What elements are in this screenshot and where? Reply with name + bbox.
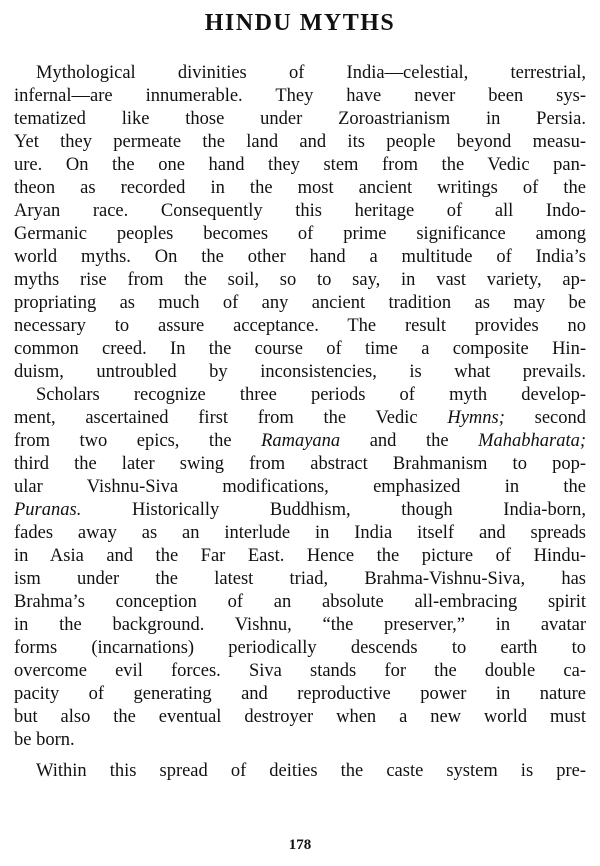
text-line: ure. On the one hand they stem from the Vedic pan- bbox=[14, 155, 586, 175]
text-line: Within this spread of deities the caste system is pre- bbox=[36, 761, 586, 781]
text-line: ment, ascertained first from the Vedic Hymns; second bbox=[14, 408, 586, 428]
text-line: in the background. Vishnu, “the preserver,” in avatar bbox=[14, 615, 586, 635]
text-line: myths rise from the soil, so to say, in vast variety, ap- bbox=[14, 270, 586, 290]
text-line: ism under the latest triad, Brahma-Vishnu-Siva, has bbox=[14, 569, 586, 589]
text-line: but also the eventual destroyer when a new world must bbox=[14, 707, 586, 727]
text-line: forms (incarnations) periodically descends to earth to bbox=[14, 638, 586, 658]
text-line: Yet they permeate the land and its people beyond measu- bbox=[14, 132, 586, 152]
text-line: theon as recorded in the most ancient writings of the bbox=[14, 178, 586, 198]
text-line: propriating as much of any ancient tradition as may be bbox=[14, 293, 586, 313]
page-number: 178 bbox=[288, 837, 312, 853]
page-title: HINDU MYTHS bbox=[204, 10, 396, 36]
text-line: infernal—are innumerable. They have never been sys- bbox=[14, 86, 586, 106]
text-line: fades away as an interlude in India itself and spreads bbox=[14, 523, 586, 543]
text-line: world myths. On the other hand a multitude of India’s bbox=[14, 247, 586, 267]
text-line: common creed. In the course of time a composite Hin- bbox=[14, 339, 586, 359]
text-line: be born. bbox=[14, 730, 75, 750]
text-line: in Asia and the Far East. Hence the picture of Hindu- bbox=[14, 546, 586, 566]
text-line: third the later swing from abstract Brahmanism to pop- bbox=[14, 454, 586, 474]
text-line: necessary to assure acceptance. The result provides no bbox=[14, 316, 586, 336]
text-line: duism, untroubled by inconsistencies, is what prevails. bbox=[14, 362, 586, 382]
text-line: tematized like those under Zoroastrianism in Persia. bbox=[14, 109, 586, 129]
text-line: from two epics, the Ramayana and the Mahabharata; bbox=[14, 431, 587, 451]
text-line: ular Vishnu-Siva modifications, emphasized in the bbox=[14, 477, 586, 497]
text-line: Mythological divinities of India—celestial, terrestrial, bbox=[36, 63, 586, 83]
text-line: Germanic peoples becomes of prime significance among bbox=[14, 224, 586, 244]
text-line: pacity of generating and reproductive power in nature bbox=[14, 684, 586, 704]
text-line: Scholars recognize three periods of myth develop- bbox=[36, 385, 586, 405]
text-line: Puranas. Historically Buddhism, though India-born, bbox=[14, 500, 586, 520]
text-line: overcome evil forces. Siva stands for the double ca- bbox=[14, 661, 586, 681]
text-line: Brahma’s conception of an absolute all-embracing spirit bbox=[14, 592, 586, 612]
text-line: Aryan race. Consequently this heritage of all Indo- bbox=[14, 201, 586, 221]
